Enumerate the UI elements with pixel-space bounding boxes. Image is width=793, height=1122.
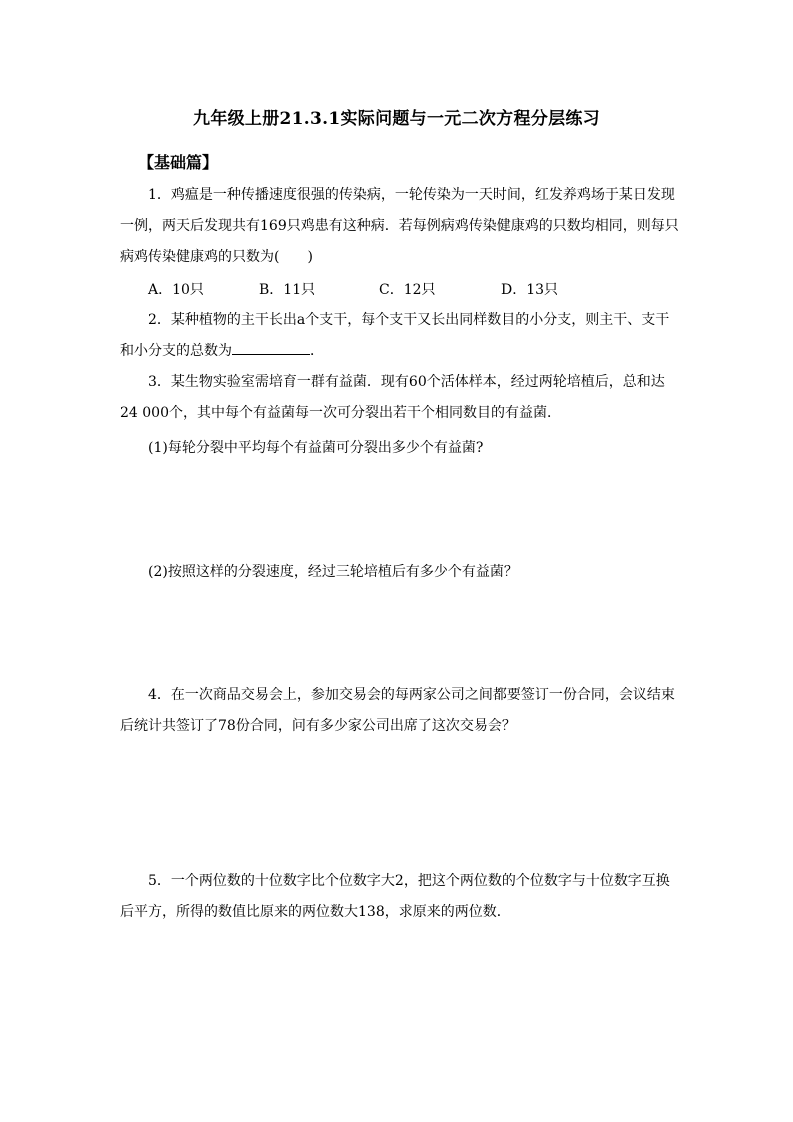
question-2-text-before: 2．某种植物的主干长出a个支干，每个支干又长出同样数目的小分支，则主干、支干和小分支的总数为 <box>120 312 670 359</box>
answer-blank[interactable] <box>232 340 310 355</box>
question-4-text: 4．在一次商品交易会上，参加交易会的每两家公司之间都要签订一份合同，会议结束后统计共签订了78份合同，问有多少家公司出席了这次交易会？ <box>120 687 675 734</box>
option-d: D．13只 <box>501 282 559 298</box>
question-3-text: 3．某生物实验室需培育一群有益菌．现有60个活体样本，经过两轮培植后，总和达24 000个，其中每个有益菌每一次可分裂出若干个相同数目的有益菌． <box>120 374 665 421</box>
question-5-text: 5．一个两位数的十位数字比个位数字大2，把这个两位数的个位数字与十位数字互换后平方，所得的数值比原来的两位数大138，求原来的两位数． <box>120 873 670 920</box>
question-3-sub-1: (1)每轮分裂中平均每个有益菌可分裂出多少个有益菌? <box>148 440 484 456</box>
option-b: B．11只 <box>259 282 316 298</box>
question-1-options <box>148 279 668 299</box>
question-3-sub-2: (2)按照这样的分裂速度，经过三轮培植后有多少个有益菌？ <box>148 564 518 580</box>
option-c: C．12只 <box>379 282 436 298</box>
option-a: A．10只 <box>148 282 204 298</box>
page-title: 九年级上册21.3.1实际问题与一元二次方程分层练习 <box>193 109 600 129</box>
question-2-text <box>120 305 680 367</box>
question-2-text-after: ． <box>310 343 324 359</box>
question-1-text: 1．鸡瘟是一种传播速度很强的传染病，一轮传染为一天时间，红发养鸡场于某日发现一例，两天后发现共有169只鸡患有这种病．若每例病鸡传染健康鸡的只数均相同，则每只病鸡传染健康鸡的只数为( ) <box>120 187 679 265</box>
section-heading: 【基础篇】 <box>138 153 219 172</box>
